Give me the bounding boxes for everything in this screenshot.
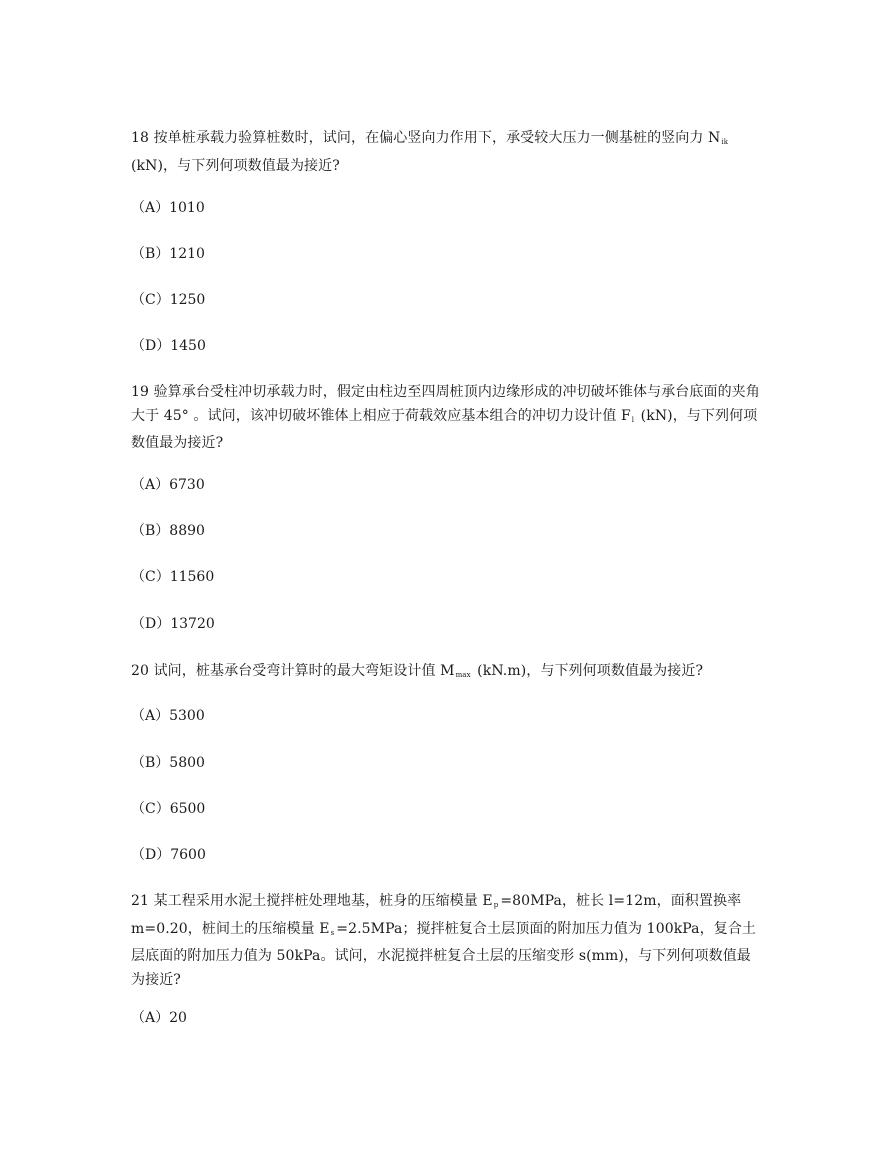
question-19 (131, 381, 763, 456)
option-19-d: （D）13720 (131, 616, 215, 632)
subscript: l (631, 415, 635, 424)
question-21 (131, 890, 763, 992)
option-18-b: （B）1210 (131, 246, 205, 262)
question-stem: 按单桩承载力验算桩数时，试问，在偏心竖向力作用下，承受较大压力一侧基桩的竖向力 N (153, 130, 721, 146)
subscript: p (493, 901, 499, 909)
option-18-d: （D）1450 (131, 338, 206, 354)
question-stem: 验算承台受柱冲切承载力时，假定由柱边至四周桩顶内边缘形成的冲切破坏锥体与承台底面的夹角大于 45° 。试问，该冲切破坏锥体上相应于荷载效应基本组合的冲切力设计值 F (131, 384, 760, 424)
option-18-a: （A）1010 (131, 200, 205, 216)
question-stem-cont: =80MPa，桩长 l=12m，面积置换率 m=0.20，桩间土的压缩模量 E (131, 893, 742, 937)
option-20-c: （C）6500 (131, 801, 206, 817)
subscript: ik (721, 138, 729, 146)
question-stem-cont: (kN)，与下列何项数值最为接近? (131, 407, 758, 451)
question-20 (131, 660, 763, 688)
option-20-a: （A）5300 (131, 708, 205, 724)
question-stem-cont: =2.5MPa；搅拌桩复合土层顶面的附加压力值为 100kPa，复合土层底面的附加压力值为 50kPa。试问，水泥搅拌桩复合土层的压缩变形 s(mm)，与下列何项数值最为接近? (131, 920, 757, 988)
option-19-c: （C）11560 (131, 569, 215, 585)
question-stem-cont: (kN.m)，与下列何项数值最为接近? (472, 663, 704, 679)
option-18-c: （C）1250 (131, 292, 206, 308)
question-number: 18 (131, 130, 150, 146)
option-20-b: （B）5800 (131, 755, 205, 771)
subscript: max (455, 671, 471, 679)
question-stem: 某工程采用水泥土搅拌桩处理地基，桩身的压缩模量 E (153, 893, 493, 909)
question-number: 20 (131, 663, 150, 679)
question-stem: 试问，桩基承台受弯计算时的最大弯矩设计值 M (153, 663, 455, 679)
option-19-b: （B）8890 (131, 523, 205, 539)
question-18 (131, 127, 763, 178)
question-stem-cont: (kN)，与下列何项数值最为接近? (131, 157, 340, 174)
option-19-a: （A）6730 (131, 477, 205, 493)
option-21-a: （A）20 (131, 1010, 187, 1026)
question-number: 21 (131, 893, 150, 909)
question-number: 19 (131, 384, 150, 400)
subscript: s (330, 928, 335, 937)
option-20-d: （D）7600 (131, 847, 206, 863)
